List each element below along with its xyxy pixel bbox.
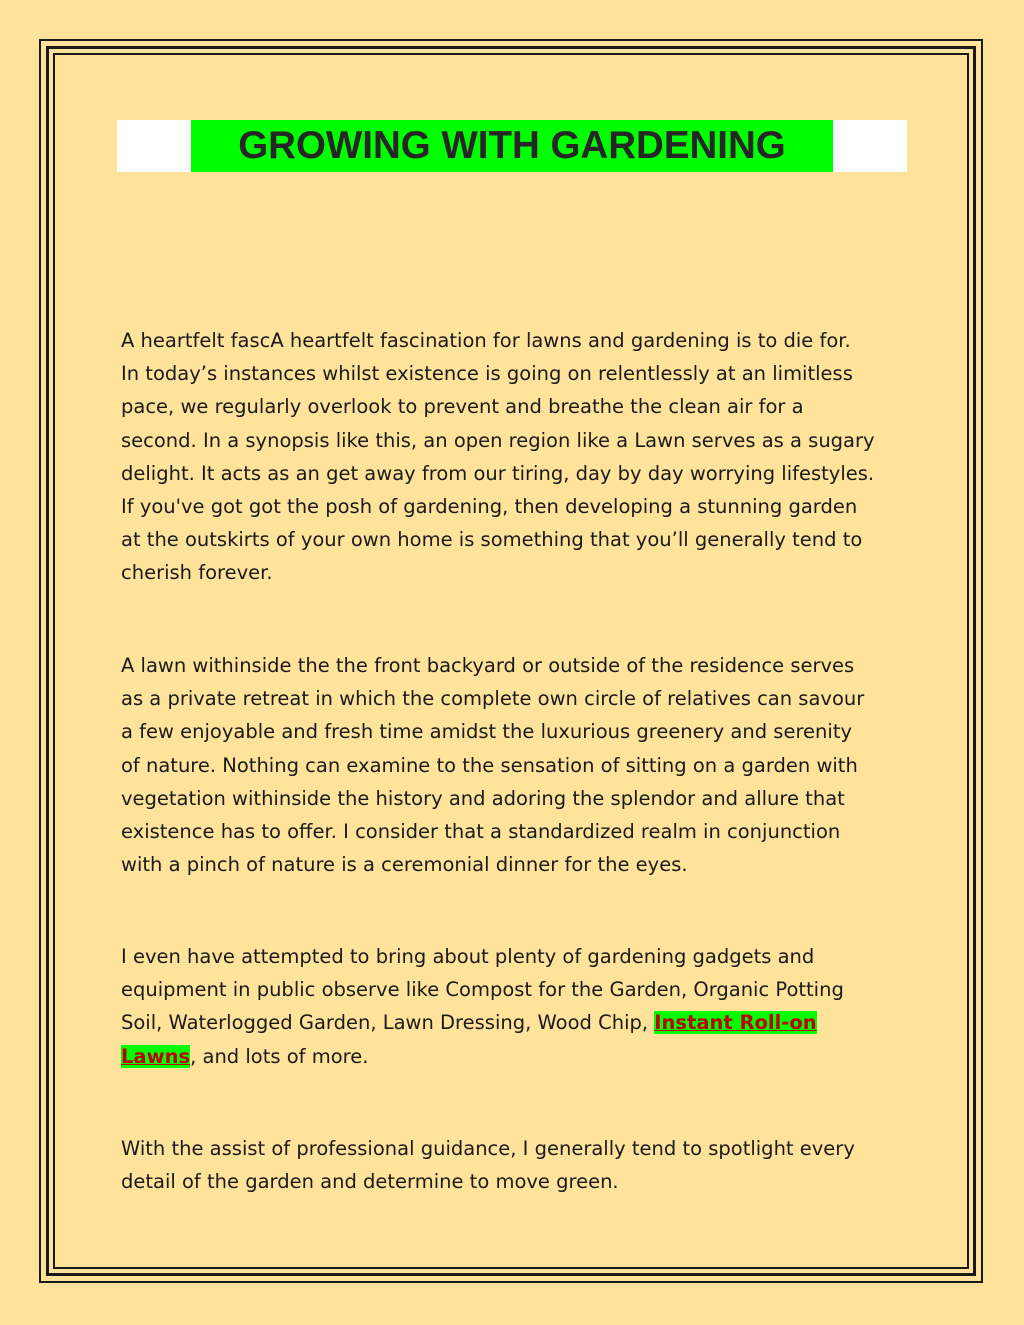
text-line: vegetation withinside the history and adoring the splendor and allure that (121, 786, 845, 810)
text-segment: , and lots of more. (190, 1044, 369, 1068)
text-line: equipment in public observe like Compost for the Garden, Organic Potting (121, 978, 844, 1002)
text-line: delight. It acts as an get away from our tiring, day by day worrying lifestyles. (121, 461, 875, 485)
text-line: With the assist of professional guidance, I generally tend to spotlight every (121, 1137, 855, 1160)
paragraph-intro (121, 324, 911, 590)
text-segment: Soil, Waterlogged Garden, Lawn Dressing, Wood Chip, (121, 1011, 655, 1035)
text-line: detail of the garden and determine to move green. (121, 1170, 619, 1194)
text-line: at the outskirts of your own home is something that you’ll generally tend to (121, 528, 863, 552)
text-line: I even have attempted to bring about plenty of gardening gadgets and (121, 945, 815, 968)
text-line: In today’s instances whilst existence is going on relentlessly at an limitless (121, 362, 853, 386)
instant-roll-on-lawns-link[interactable]: Instant Roll-on (654, 1011, 817, 1035)
text-line: with a pinch of nature is a ceremonial dinner for the eyes. (121, 853, 688, 877)
paragraph-lawn-retreat (121, 649, 911, 881)
document-title: GROWING WITH GARDENING (238, 124, 786, 167)
text-line: of nature. Nothing can examine to the sensation of sitting on a garden with (121, 753, 858, 777)
text-line: as a private retreat in which the complete own circle of relatives can savour (121, 687, 865, 711)
paragraph-gadgets (121, 940, 911, 1073)
text-line (121, 1040, 911, 1073)
paragraph-guidance (121, 1132, 911, 1198)
text-line: a few enjoyable and fresh time amidst the luxurious greenery and serenity (121, 720, 853, 744)
text-line: existence has to offer. I consider that a standardized realm in conjunction (121, 820, 841, 844)
text-line: If you've got got the posh of gardening, then developing a stunning garden (121, 495, 858, 519)
text-line: A lawn withinside the the front backyard or outside of the residence serves (121, 654, 855, 677)
text-line: cherish forever. (121, 561, 273, 585)
text-line: A heartfelt fascA heartfelt fascination for lawns and gardening is to die for. (121, 329, 851, 352)
instant-roll-on-lawns-link-continued[interactable]: Lawns (121, 1044, 191, 1068)
text-line: pace, we regularly overlook to prevent and breathe the clean air for a (121, 395, 804, 419)
text-line (121, 1006, 911, 1039)
text-line: second. In a synopsis like this, an open region like a Lawn serves as a sugary (121, 428, 875, 452)
